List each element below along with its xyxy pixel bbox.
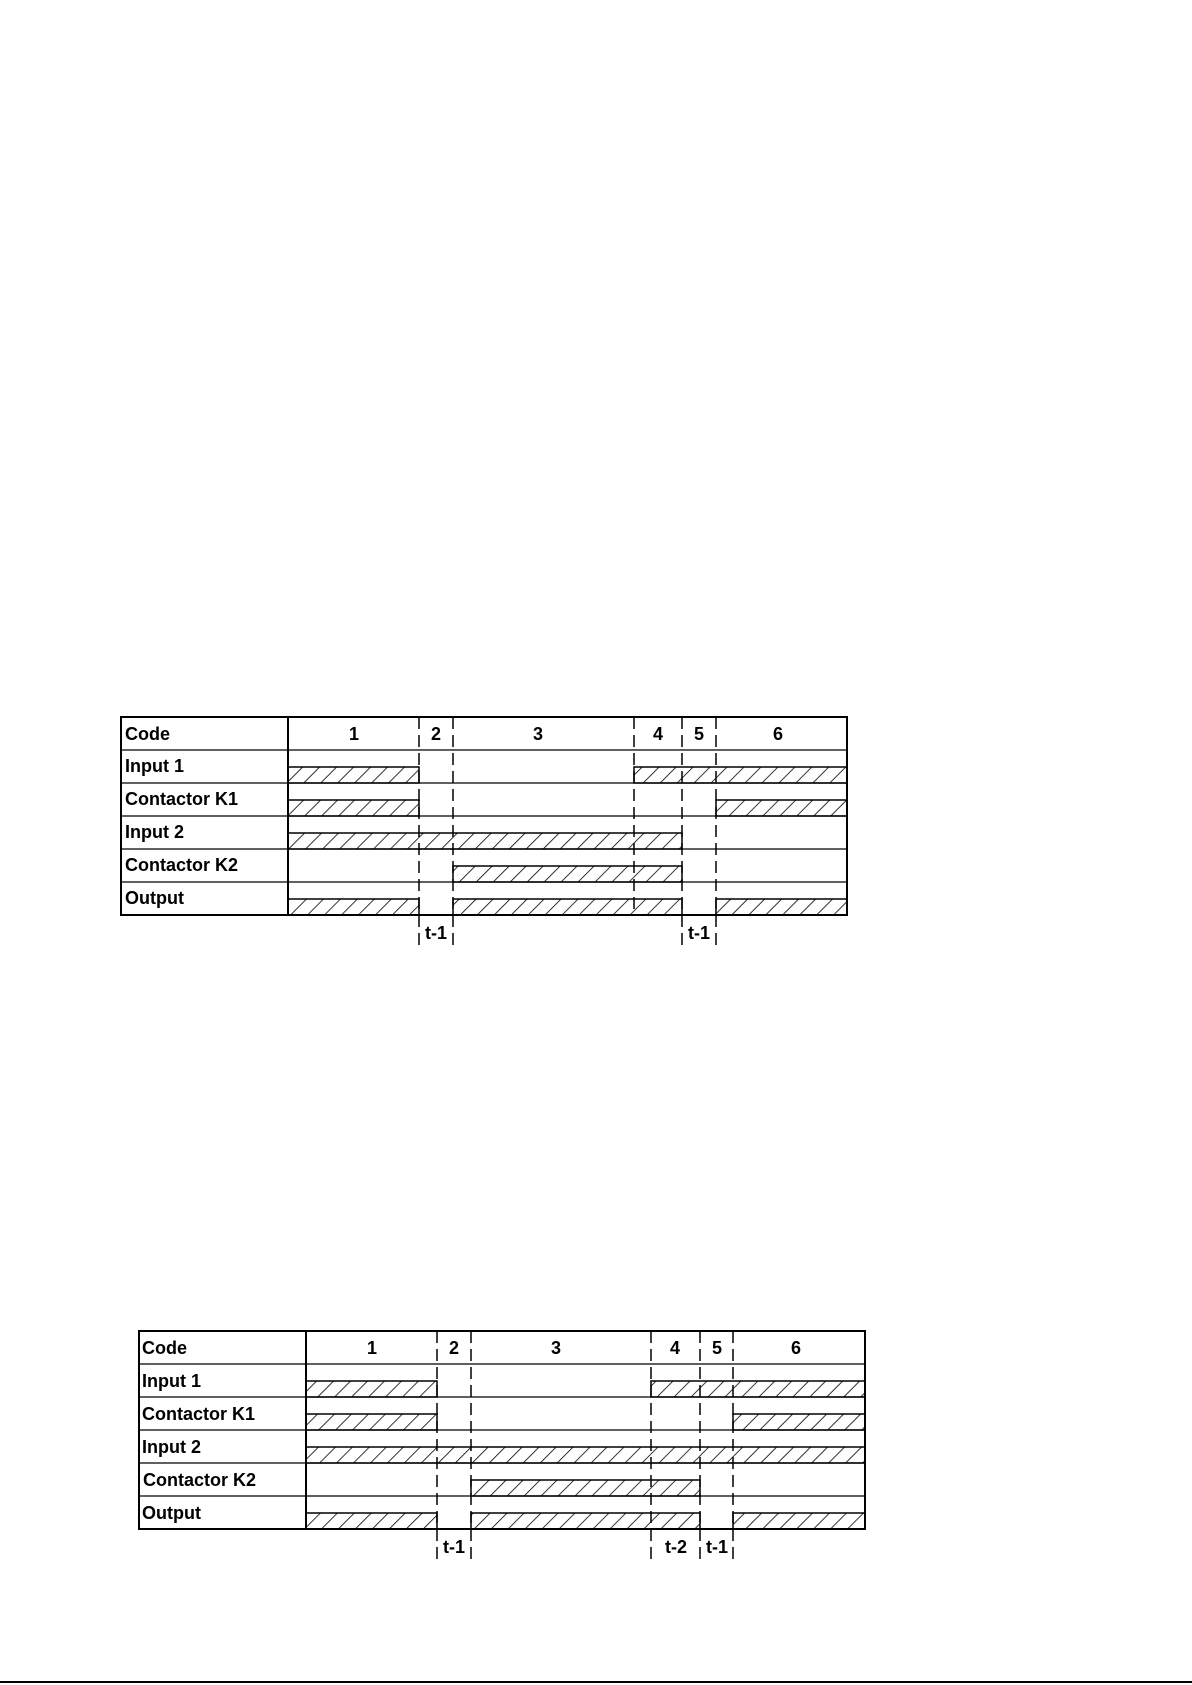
- row-label-code: Code: [125, 724, 170, 744]
- row-label-input-1: Input 1: [125, 756, 184, 776]
- row-label-output: Output: [125, 888, 184, 908]
- row-label-input-1: Input 1: [142, 1371, 201, 1391]
- bar-output-code-1: [306, 1513, 437, 1529]
- code-label-5: 5: [693, 724, 705, 744]
- code-labels-2: [367, 1338, 801, 1358]
- code-label-1: 1: [366, 1338, 378, 1358]
- signal-bars-2: [306, 1381, 865, 1529]
- row-label-contactor-k2: Contactor K2: [143, 1470, 257, 1490]
- row-label-code: Code: [142, 1338, 187, 1358]
- code-label-5: 5: [711, 1338, 723, 1358]
- table-grid-2: [139, 1331, 865, 1529]
- row-label-output: Output: [142, 1503, 201, 1523]
- bar-output-code-3-4: [471, 1513, 700, 1529]
- time-label-t1-a: t-1: [425, 923, 447, 943]
- code-label-6: 6: [772, 724, 784, 744]
- row-label-contactor-k2: Contactor K2: [125, 855, 239, 875]
- row-label-contactor-k1: Contactor K1: [125, 789, 239, 809]
- row-label-input-2: Input 2: [142, 1437, 201, 1457]
- code-label-6: 6: [790, 1338, 802, 1358]
- time-labels-2: [443, 1537, 728, 1557]
- time-label-t1-b: t-1: [688, 923, 710, 943]
- code-label-1: 1: [348, 724, 360, 744]
- bar-output-code-6: [733, 1513, 865, 1529]
- row-label-contactor-k1: Contactor K1: [142, 1404, 256, 1424]
- bar-contactor-k1-code-1: [306, 1414, 437, 1430]
- time-label-t1-b: t-1: [706, 1537, 728, 1557]
- time-label-t1-a: t-1: [443, 1537, 465, 1557]
- time-label-t2: t-2: [665, 1537, 687, 1557]
- bar-input-1-code-1: [306, 1381, 437, 1397]
- code-label-4: 4: [669, 1338, 681, 1358]
- bar-contactor-k1-code-6: [733, 1414, 865, 1430]
- bar-input-1-code-4-6: [651, 1381, 865, 1397]
- code-label-3: 3: [532, 724, 544, 744]
- page-bottom-rule: [0, 1681, 1192, 1683]
- code-label-2: 2: [430, 724, 442, 744]
- row-label-input-2: Input 2: [125, 822, 184, 842]
- bar-contactor-k2-code-3-4: [471, 1480, 700, 1496]
- code-label-3: 3: [550, 1338, 562, 1358]
- code-label-4: 4: [652, 724, 664, 744]
- bar-input-2-code-1-6: [306, 1447, 865, 1463]
- code-label-2: 2: [448, 1338, 460, 1358]
